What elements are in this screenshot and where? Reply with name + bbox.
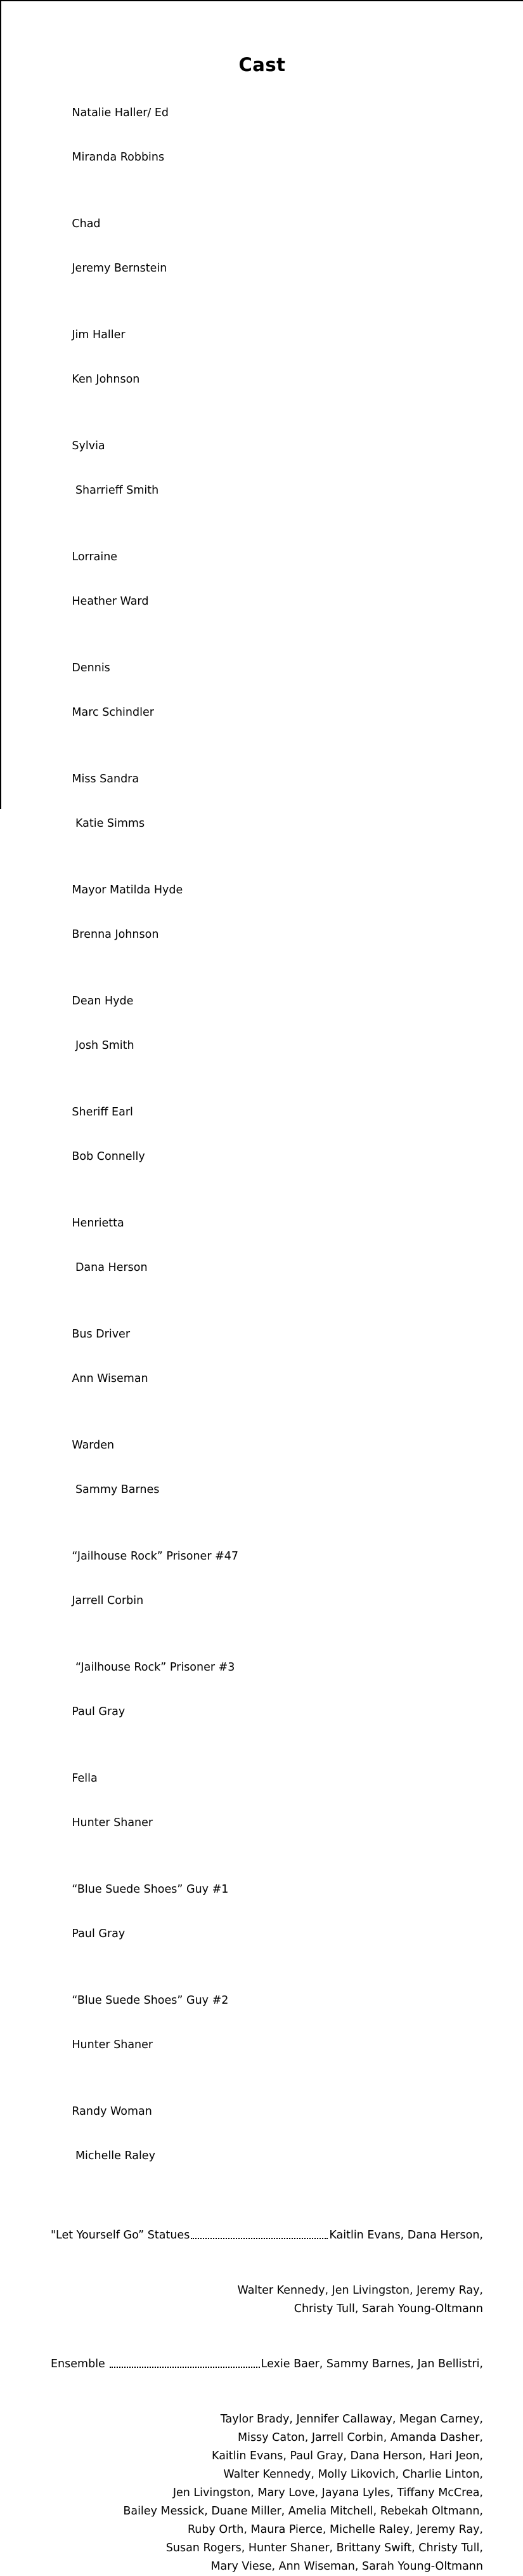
actor-continuation-line: Taylor Brady, Jennifer Callaway, Megan Carney, (220, 2413, 483, 2426)
cast-row (51, 1523, 483, 1634)
actor-name: Jeremy Bernstein (72, 262, 167, 275)
role-name: Henrietta (72, 1217, 124, 1230)
role-name: Bus Driver (72, 1328, 134, 1341)
actor-name: Ken Johnson (72, 373, 140, 386)
role-name: Warden (72, 1439, 115, 1452)
cast-row (51, 1412, 483, 1523)
actor-continuation-line: Walter Kennedy, Jen Livingston, Jeremy Ray, (237, 2284, 483, 2297)
cast-row-first-line (51, 1523, 238, 1634)
actor-continuation-line: Bailey Messick, Duane Miller, Amelia Mitchell, Rebekah Oltmann, (123, 2505, 483, 2518)
cast-row (51, 2318, 483, 2576)
role-name: “Blue Suede Shoes” Guy #1 (72, 1883, 229, 1896)
actor-name: Bob Connelly (72, 1150, 145, 1163)
role-name: Lorraine (72, 551, 118, 563)
actor-continuation-line: Walter Kennedy, Molly Likovich, Charlie Linton, (223, 2468, 483, 2481)
actor-continuation-line: Susan Rogers, Hunter Shaner, Brittany Swift, Christy Tull, (165, 2542, 483, 2554)
role-name: Natalie Haller/ Ed (72, 107, 169, 119)
actor-name: Miranda Robbins (72, 151, 165, 164)
cast-row (51, 524, 483, 635)
role-name: Ensemble (51, 2358, 109, 2370)
cast-row-first-line (51, 1634, 235, 1745)
role-name: “Jailhouse Rock” Prisoner #3 (72, 1661, 235, 1674)
cast-row (51, 1190, 483, 1301)
role-name: Chad (72, 218, 101, 230)
cast-row (51, 1301, 483, 1412)
actor-name: Sharrieff Smith (72, 484, 159, 497)
dot-leader (110, 2367, 259, 2368)
cast-row-first-line (51, 1856, 228, 1968)
role-name: Fella (72, 1772, 98, 1785)
cast-row (51, 1856, 483, 1968)
cast-row-first-line (51, 746, 145, 857)
actor-continuation-line: Missy Caton, Jarrell Corbin, Amanda Dasher, (238, 2431, 483, 2444)
cast-row (51, 968, 483, 1079)
actor-name: Katie Simms (72, 817, 145, 830)
cast-row (51, 1634, 483, 1745)
role-name: Sylvia (72, 440, 105, 452)
cast-row (51, 302, 483, 413)
cast-row-first-line (51, 1079, 145, 1190)
actor-continuation-line: Ruby Orth, Maura Pierce, Michelle Raley, Jeremy Ray, (187, 2523, 483, 2536)
role-name: Sheriff Earl (72, 1106, 133, 1119)
cast-row (51, 2190, 483, 2318)
actor-name: Jarrell Corbin (72, 1594, 144, 1607)
cast-row (51, 635, 483, 746)
cast-row-first-line (51, 80, 169, 191)
cast-row-first-line (51, 524, 148, 635)
cast-row (51, 80, 483, 191)
actor-name: Paul Gray (72, 1928, 126, 1940)
cast-row-first-line (51, 635, 154, 746)
actor-continuation-line: Mary Viese, Ann Wiseman, Sarah Young-Oltmann (210, 2560, 483, 2573)
cast-row-first-line (51, 857, 183, 968)
role-name: Miss Sandra (72, 773, 139, 785)
actor-name: Sammy Barnes (72, 1483, 160, 1496)
actor-name: Kaitlin Evans, Dana Herson, (329, 2229, 483, 2242)
cast-row (51, 2079, 483, 2190)
actor-continuation-line: Christy Tull, Sarah Young-Oltmann (294, 2303, 483, 2315)
actor-name: Hunter Shaner (72, 1817, 153, 1829)
cast-row (51, 413, 483, 524)
cast-row-first-line (51, 302, 139, 413)
role-name: Jim Haller (72, 329, 126, 341)
cast-row-first-line (51, 1301, 148, 1412)
actor-continuation-line: Kaitlin Evans, Paul Gray, Dana Herson, Hari Jeon, (212, 2450, 483, 2462)
role-name: “Blue Suede Shoes” Guy #2 (72, 1994, 232, 2007)
role-name: Mayor Matilda Hyde (72, 884, 183, 897)
cast-list (51, 80, 483, 2576)
cast-row-first-line (51, 2226, 483, 2245)
cast-row (51, 191, 483, 302)
cast-row-first-line (51, 1190, 148, 1301)
cast-row-first-line (51, 968, 134, 1079)
cast-row (51, 1968, 483, 2079)
role-name: "Let Yourself Go” Statues (51, 2229, 190, 2242)
dot-leader (191, 2238, 328, 2239)
cast-row-first-line (51, 1745, 153, 1856)
role-name: Dean Hyde (72, 995, 134, 1008)
cast-row-first-line (51, 1412, 159, 1523)
page-title: Cast (238, 54, 286, 76)
role-name: Randy Woman (72, 2105, 152, 2118)
cast-row-first-line (51, 2079, 155, 2190)
actor-name: Brenna Johnson (72, 928, 159, 941)
cast-row-first-line (51, 2355, 483, 2374)
role-name: “Jailhouse Rock” Prisoner #47 (72, 1550, 239, 1563)
actor-name: Heather Ward (72, 595, 149, 608)
actor-name: Hunter Shaner (72, 2039, 153, 2051)
cast-row (51, 1079, 483, 1190)
cast-row-first-line (51, 1968, 232, 2079)
cast-row (51, 1745, 483, 1856)
actor-name: Josh Smith (72, 1039, 134, 1052)
actor-name: Michelle Raley (72, 2150, 155, 2162)
actor-name: Marc Schindler (72, 706, 154, 719)
cast-row-first-line (51, 413, 158, 524)
cast-row (51, 746, 483, 857)
cast-row-first-line (51, 191, 167, 302)
actor-name: Lexie Baer, Sammy Barnes, Jan Bellistri, (261, 2358, 483, 2370)
actor-name: Ann Wiseman (72, 1372, 148, 1385)
actor-name: Dana Herson (72, 1261, 148, 1274)
actor-continuation-line: Jen Livingston, Mary Love, Jayana Lyles, Tiffany McCrea, (172, 2487, 483, 2499)
actor-name: Paul Gray (72, 1705, 126, 1718)
cast-row (51, 857, 483, 968)
role-name: Dennis (72, 662, 110, 674)
